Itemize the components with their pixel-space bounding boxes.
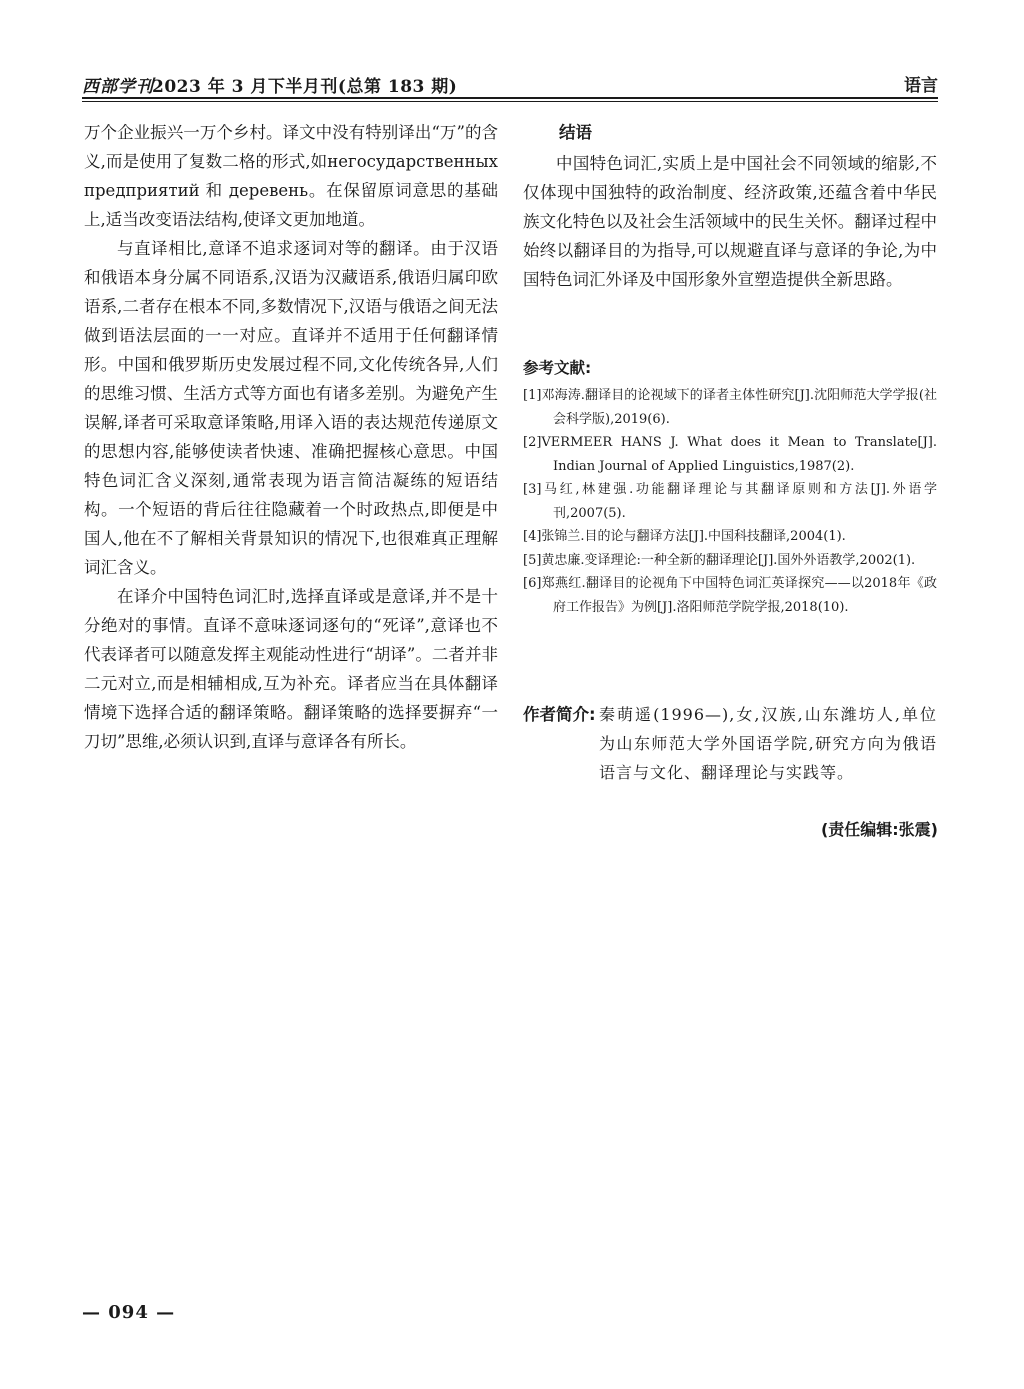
section-label: 语言 [904, 76, 938, 96]
conclusion-paragraph: 中国特色词汇,实质上是中国社会不同领域的缩影,不仅体现中国独特的政治制度、经济政策,还蕴含着中华民族文化特色以及社会生活领域中的民生关怀。翻译过程中始终以翻译目的为指导,可以规避直译与意译的争论,为中国特色词汇外译及中国形象外宣塑造提供全新思路。 [523, 154, 937, 289]
reference-item: [4]张锦兰.目的论与翻译方法[J].中国科技翻译,2004(1). [523, 529, 846, 544]
conclusion-heading: 结语 [559, 123, 592, 142]
responsible-editor: (责任编辑:张震) [820, 820, 938, 839]
reference-item: [2]VERMEER HANS J. What does it Mean to Translate[J]. Indian Journal of Applied Linguistics,1987(2). [523, 435, 937, 474]
issue-info: 2023 年 3 月下半月刊(总第 183 期) [152, 77, 458, 97]
header-rule [82, 97, 938, 99]
body-paragraph: 在译介中国特色词汇时,选择直译或是意译,并不是十分绝对的事情。直译不意味逐词逐句的“死译”,意译也不代表译者可以随意发挥主观能动性进行“胡译”。二者并非二元对立,而是相辅相成,互为补充。译者应当在具体翻译情境下选择合适的翻译策略。翻译策略的选择要摒弃“一刀切”思维,必须认识到,直译与意译各有所长。 [84, 587, 498, 751]
left-column [84, 118, 498, 756]
reference-item: [3]马红,林建强.功能翻译理论与其翻译原则和方法[J].外语学刊,2007(5). [523, 482, 937, 521]
running-header [82, 68, 938, 98]
author-bio-label: 作者简介: [523, 705, 596, 724]
reference-item: [6]郑燕红.翻译目的论视角下中国特色词汇英译探究——以2018年《政府工作报告》为例[J].洛阳师范学院学报,2018(10). [523, 576, 937, 615]
reference-item: [5]黄忠廉.变译理论:一种全新的翻译理论[J].国外外语教学,2002(1). [523, 552, 916, 568]
body-paragraph: 万个企业振兴一万个乡村。译文中没有特别译出“万”的含义,而是使用了复数二格的形式,如негосударственных предприятий 和 деревень。在保留原词意思的基础上,适当改变语法结构,使译文更加地道。 [84, 123, 498, 229]
reference-item: [1]邓海涛.翻译目的论视域下的译者主体性研究[J].沈阳师范大学学报(社会科学版),2019(6). [523, 388, 937, 427]
references-heading: 参考文献: [523, 359, 592, 377]
author-bio-text: 秦萌遥(1996—),女,汉族,山东潍坊人,单位为山东师范大学外国语学院,研究方向为俄语语言与文化、翻译理论与实践等。 [599, 705, 937, 782]
journal-logo: 西部学刊 [82, 77, 154, 97]
right-column [523, 118, 937, 294]
reference-list [523, 384, 937, 619]
header-rule-thin [82, 101, 938, 102]
page-number: — 094 — [82, 1302, 176, 1323]
body-paragraph: 与直译相比,意译不追求逐词对等的翻译。由于汉语和俄语本身分属不同语系,汉语为汉藏语系,俄语归属印欧语系,二者存在根本不同,多数情况下,汉语与俄语之间无法做到语法层面的一一对应。直译并不适用于任何翻译情形。中国和俄罗斯历史发展过程不同,文化传统各异,人们的思维习惯、生活方式等方面也有诸多差别。为避免产生误解,译者可采取意译策略,用译入语的表达规范传递原文的思想内容,能够使读者快速、准确把握核心意思。中国特色词汇含义深刻,通常表现为语言简洁凝练的短语结构。一个短语的背后往往隐藏着一个时政热点,即便是中国人,他在不了解相关背景知识的情况下,也很难真正理解词汇含义。 [84, 239, 498, 577]
